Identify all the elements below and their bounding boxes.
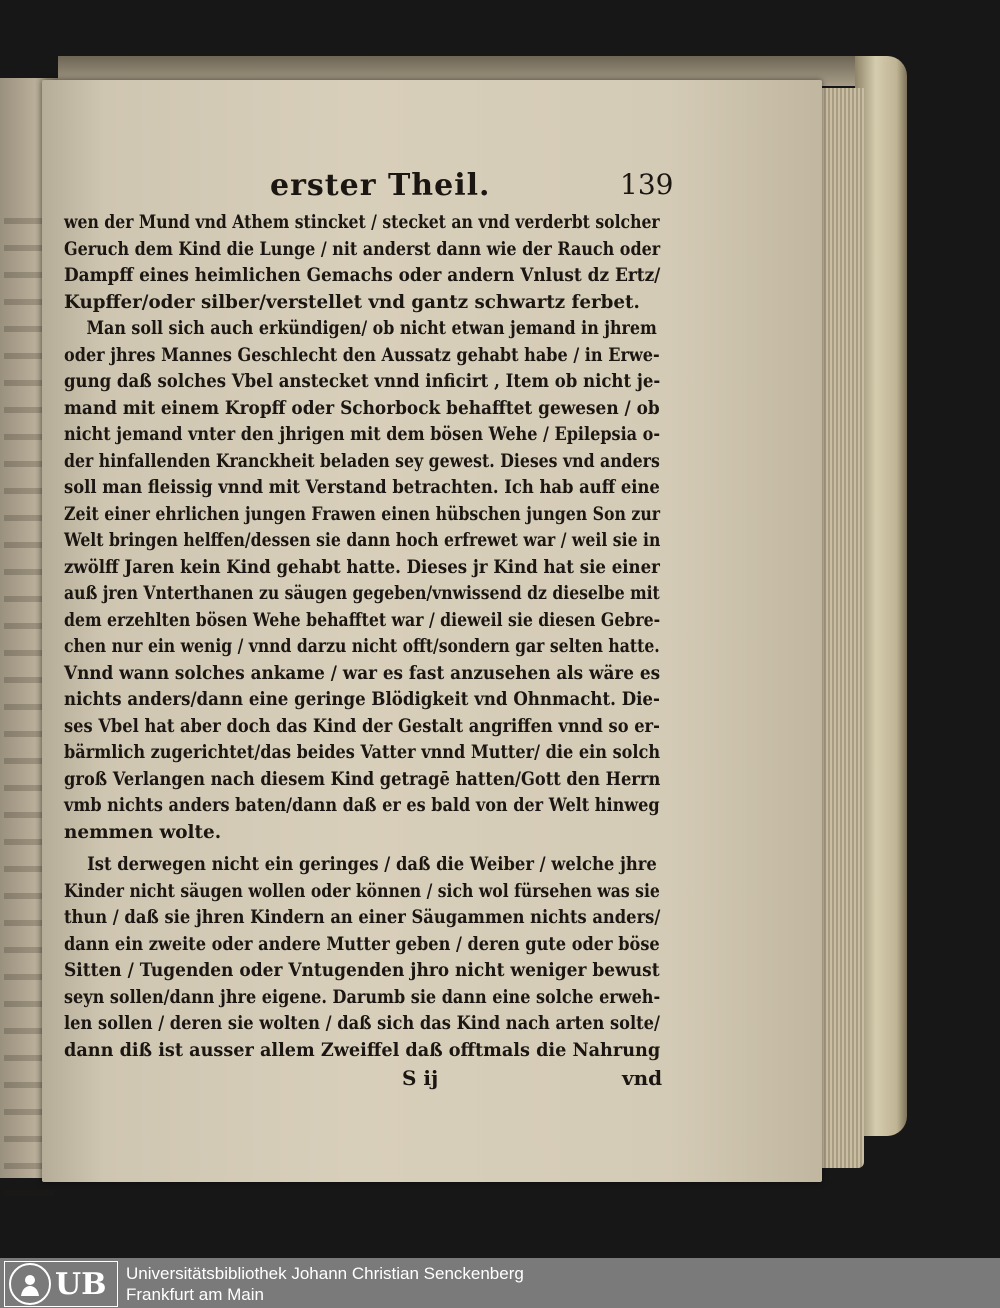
library-footer-bar bbox=[0, 1258, 1000, 1308]
text-line: nicht jemand vnter den jhrigen mit dem bösen Wehe / Epilepsia o- bbox=[64, 424, 661, 445]
text-line: nemmen wolte. bbox=[64, 821, 222, 843]
text-block bbox=[64, 210, 664, 1064]
text-line: len sollen / deren sie wolten / daß sich das Kind nach arten solte/ bbox=[64, 1013, 660, 1034]
running-head: erster Theil. bbox=[270, 168, 491, 203]
text-line: dann ein zweite oder andere Mutter geben / deren gute oder böse bbox=[64, 933, 660, 955]
text-line: Kinder nicht säugen wollen oder können / sich wol fürsehen was sie bbox=[64, 880, 660, 902]
text-line: seyn sollen/dann jhre eigene. Darumb sie dann eine solche erweh- bbox=[64, 986, 661, 1008]
folio-number: 139 bbox=[620, 168, 674, 201]
page-content bbox=[64, 168, 674, 1096]
logo-text: UB bbox=[55, 1266, 107, 1302]
text-line: dem erzehlten bösen Wehe behafftet war / dieweil sie diesen Gebre- bbox=[64, 609, 661, 631]
institution-line-2: Frankfurt am Main bbox=[126, 1285, 264, 1304]
institution-name bbox=[126, 1263, 524, 1305]
text-line: auß jren Vnterthanen zu säugen gegeben/vnwissend dz dieselbe mit bbox=[64, 583, 660, 604]
text-line: thun / daß sie jhren Kindern an einer Säugammen nichts anders/ bbox=[64, 907, 661, 928]
page-header bbox=[64, 168, 674, 210]
text-line: Dampff eines heimlichen Gemachs oder andern Vnlust dz Ertz/ bbox=[64, 265, 661, 286]
text-line: nichts anders/dann eine geringe Blödigkeit vnd Ohnmacht. Die- bbox=[64, 689, 660, 710]
text-line: vmb nichts anders baten/dann daß er es bald von der Welt hinweg bbox=[64, 795, 660, 816]
text-line: Zeit einer ehrlichen jungen Frawen einen hübschen jungen Son zur bbox=[64, 503, 661, 525]
institution-line-1: Universitätsbibliothek Johann Christian Senckenberg bbox=[126, 1264, 524, 1283]
text-line: Sitten / Tugenden oder Vntugenden jhro nicht weniger bewust bbox=[64, 960, 660, 981]
library-logo bbox=[4, 1261, 118, 1307]
seal-icon bbox=[9, 1263, 51, 1305]
catchword: vnd bbox=[622, 1066, 663, 1090]
signature-mark: S ij bbox=[402, 1066, 439, 1090]
text-line: wen der Mund vnd Athem stincket / stecket an vnd verderbt solcher bbox=[64, 212, 660, 233]
text-line: ses Vbel hat aber doch das Kind der Gestalt angriffen vnnd so er- bbox=[64, 715, 660, 737]
text-line: mand mit einem Kropff oder Schorbock behafftet gewesen / ob bbox=[64, 397, 660, 419]
text-line: Man soll sich auch erkündigen/ ob nicht etwan jemand in jhrem bbox=[86, 318, 657, 339]
text-line: soll man fleissig vnnd mit Verstand betrachten. Ich hab auff eine bbox=[64, 477, 660, 498]
page-footer-line bbox=[64, 1066, 664, 1096]
text-line: dann diß ist ausser allem Zweiffel daß offtmals die Nahrung bbox=[64, 1039, 661, 1061]
text-line: der hinfallenden Kranckheit beladen sey gewest. Dieses vnd anders bbox=[64, 450, 660, 472]
text-line: gung daß solches Vbel anstecket vnnd inficirt , Item ob nicht je- bbox=[64, 371, 661, 392]
text-line: Vnnd wann solches ankame / war es fast anzusehen als wäre es bbox=[64, 662, 661, 684]
text-line: Ist derwegen nicht ein geringes / daß die Weiber / welche jhre bbox=[87, 854, 657, 875]
text-line: zwölff Jaren kein Kind gehabt hatte. Dieses jr Kind hat sie einer bbox=[64, 556, 660, 578]
text-line: Welt bringen helffen/dessen sie dann hoch erfrewet war / weil sie in bbox=[64, 530, 661, 551]
text-line: groß Verlangen nach diesem Kind getragē hatten/Gott den Herrn bbox=[64, 768, 661, 790]
text-line: Geruch dem Kind die Lunge / nit anderst dann wie der Rauch oder bbox=[64, 238, 661, 260]
text-line: bärmlich zugerichtet/das beides Vatter vnnd Mutter/ die ein solch bbox=[64, 742, 661, 763]
text-line: oder jhres Mannes Geschlecht den Aussatz gehabt habe / in Erwe- bbox=[64, 344, 660, 366]
text-line: chen nur ein wenig / vnnd darzu nicht offt/sondern gar selten hatte. bbox=[64, 636, 660, 657]
text-line: Kupffer/oder silber/verstellet vnd gantz schwartz ferbet. bbox=[64, 291, 640, 313]
